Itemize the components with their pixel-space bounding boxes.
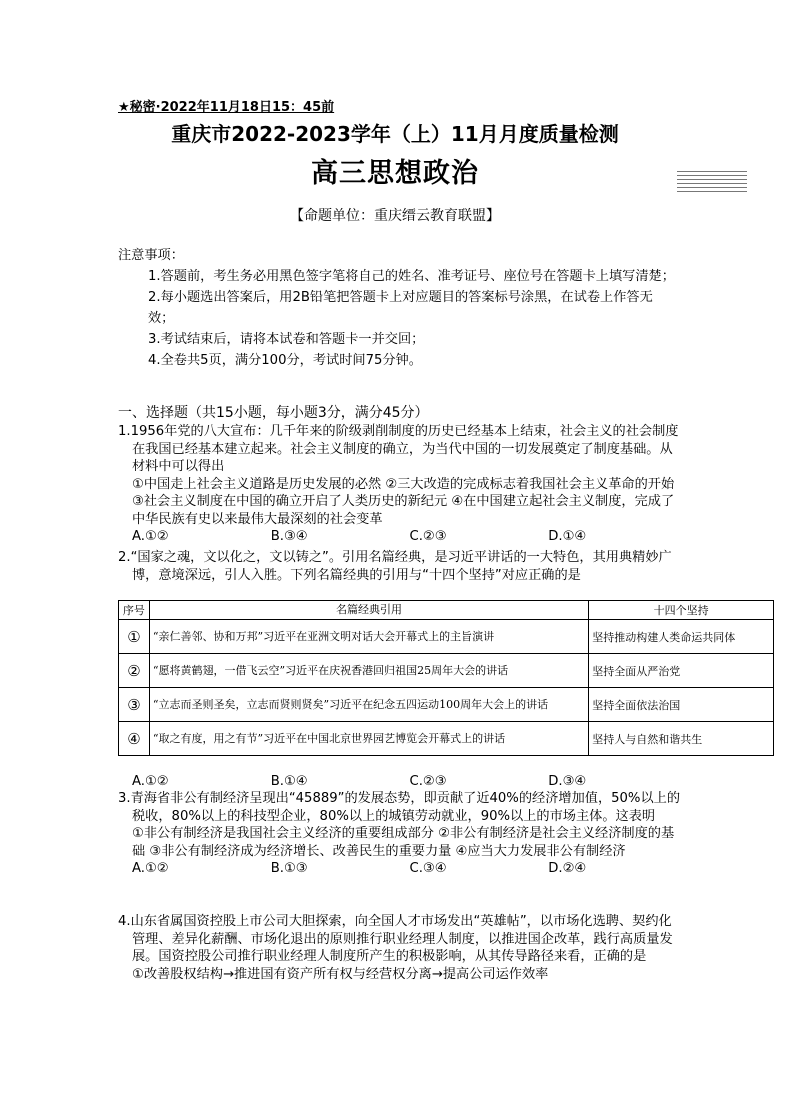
table-row xyxy=(119,722,774,756)
row-quote: “立志而圣则圣矣，立志而贤则贤矣”习近平在纪念五四运动100周年大会上的讲话 xyxy=(149,688,588,722)
question-statements: ①中国走上社会主义道路是历史发展的必然 ②三大改造的完成标志着我国社会主义革命的开始 ③社会主义制度在中国的确立开启了人类历史的新纪元 ④在中国建立起社会主义制度，完成了中华民族有史以来最伟大最深刻的社会变革 xyxy=(132,476,675,527)
question-stem: 4.山东省属国资控股上市公司大胆探索，向全国人才市场发出“英雄帖”，以市场化选聘、契约化管理、差异化薪酬、市场化退出的原则推行职业经理人制度，以推进国企改革，践行高质量发展。国资控股公司推行职业经理人制度所产生的积极影响，从其传导路径来看，正确的是 xyxy=(118,914,673,964)
classics-table xyxy=(118,600,774,756)
row-insist: 坚持人与自然和谐共生 xyxy=(589,722,774,756)
row-insist: 坚持推动构建人类命运共同体 xyxy=(589,620,774,654)
question-3 xyxy=(118,790,680,878)
option-d[interactable]: D.①④ xyxy=(548,529,587,544)
option-c[interactable]: C.②③ xyxy=(409,529,447,544)
row-quote: “愿将黄鹤翅，一借飞云空”习近平在庆祝香港回归祖国25周年大会的讲话 xyxy=(149,654,588,688)
notice-item: 4.全卷共5页，满分100分，考试时间75分钟。 xyxy=(148,353,422,368)
issuing-unit: 【命题单位：重庆缙云教育联盟】 xyxy=(290,208,500,224)
notice-heading: 注意事项： xyxy=(118,248,184,263)
option-d[interactable]: D.③④ xyxy=(548,774,587,789)
options-row xyxy=(118,528,687,546)
question-2-options xyxy=(118,773,680,791)
row-quote: “取之有度，用之有节”习近平在中国北京世界园艺博览会开幕式上的讲话 xyxy=(149,722,588,756)
row-number: ① xyxy=(119,620,150,654)
row-insist: 坚持全面从严治党 xyxy=(589,654,774,688)
option-a[interactable]: A.①② xyxy=(132,861,169,876)
question-stem: 3.青海省非公有制经济呈现出“45889”的发展态势，即贡献了近40%的经济增加值，50%以上的税收，80%以上的科技型企业，80%以上的城镇劳动就业，90%以上的市场主体。这表明 xyxy=(118,791,681,824)
row-number: ② xyxy=(119,654,150,688)
notice-item: 1.答题前，考生务必用黑色签字笔将自己的姓名、准考证号、座位号在答题卡上填写清楚； xyxy=(148,269,675,284)
option-b[interactable]: B.①③ xyxy=(270,861,308,876)
decorative-stripes xyxy=(677,170,747,192)
table-row xyxy=(119,620,774,654)
table-row xyxy=(119,654,774,688)
row-number: ④ xyxy=(119,722,150,756)
secret-line: ★秘密·2022年11月18日15：45前 xyxy=(118,100,335,115)
option-d[interactable]: D.②④ xyxy=(548,861,587,876)
question-2 xyxy=(118,549,680,584)
col-header-no: 序号 xyxy=(119,601,150,620)
option-b[interactable]: B.①④ xyxy=(270,774,308,789)
question-statements: ①非公有制经济是我国社会主义经济的重要组成部分 ②非公有制经济是社会主义经济制度的基础 ③非公有制经济成为经济增长、改善民生的重要力量 ④应当大力发展非公有制经济 xyxy=(132,826,675,859)
options-row xyxy=(118,860,687,878)
row-insist: 坚持全面依法治国 xyxy=(589,688,774,722)
option-b[interactable]: B.③④ xyxy=(270,529,308,544)
options-row xyxy=(118,773,687,791)
row-quote: “亲仁善邻、协和万邦”习近平在亚洲文明对话大会开幕式上的主旨演讲 xyxy=(149,620,588,654)
option-c[interactable]: C.②③ xyxy=(409,774,447,789)
subject-title: 高三思想政治 xyxy=(311,158,479,189)
col-header-insist: 十四个坚持 xyxy=(589,601,774,620)
notice-item: 3.考试结束后，请将本试卷和答题卡一并交回； xyxy=(148,332,425,347)
notice-block xyxy=(118,245,678,371)
question-stem: 2.“国家之魂，文以化之，文以铸之”。引用名篇经典，是习近平讲话的一大特色，其用典精妙广博，意境深远，引人入胜。下列名篇经典的引用与“十四个坚持”对应正确的是 xyxy=(118,550,672,583)
question-1 xyxy=(118,423,680,546)
option-a[interactable]: A.①② xyxy=(132,529,169,544)
question-statement-line: ①改善股权结构→推进国有资产所有权与经营权分离→提高公司运作效率 xyxy=(132,966,549,982)
table-row xyxy=(119,688,774,722)
section-title: 一、选择题（共15小题，每小题3分，满分45分） xyxy=(118,405,429,421)
question-stem: 1.1956年党的八大宣布：几千年来的阶级剥削制度的历史已经基本上结束，社会主义的社会制度在我国已经基本建立起来。社会主义制度的确立，为当代中国的一切发展奠定了制度基础。从材料中可以得出 xyxy=(118,424,679,474)
notice-item: 2.每小题选出答案后，用2B铅笔把答题卡上对应题目的答案标号涂黑，在试卷上作答无效； xyxy=(148,290,653,326)
option-c[interactable]: C.③④ xyxy=(409,861,447,876)
row-number: ③ xyxy=(119,688,150,722)
exam-title: 重庆市2022-2023学年（上）11月月度质量检测 xyxy=(171,122,619,146)
col-header-quote: 名篇经典引用 xyxy=(149,601,588,620)
question-4 xyxy=(118,913,680,983)
option-a[interactable]: A.①② xyxy=(132,774,169,789)
